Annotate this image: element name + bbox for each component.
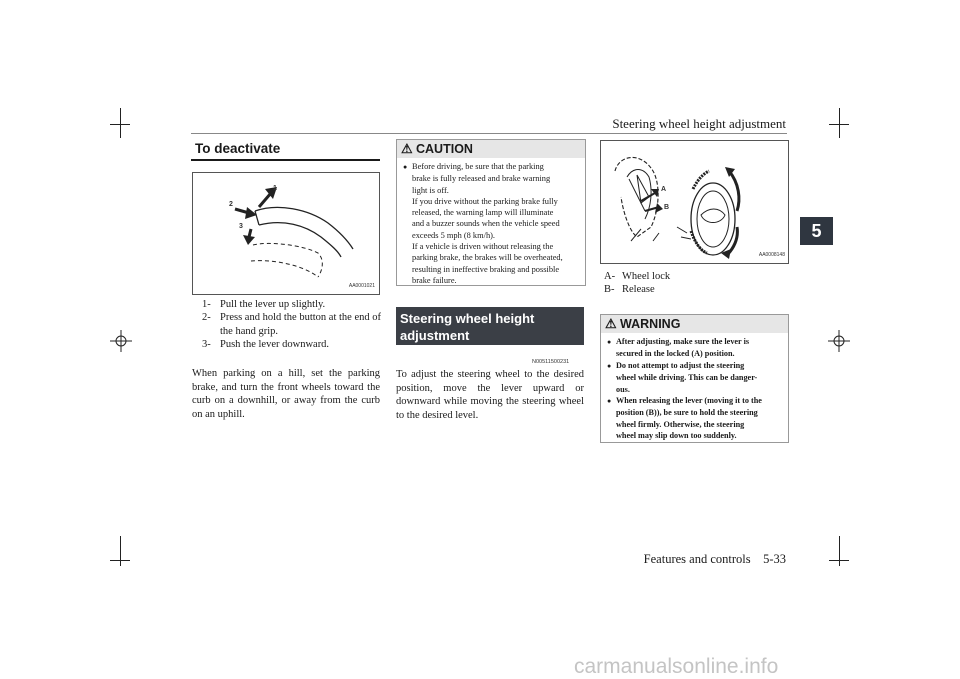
caution-title: CAUTION <box>416 142 473 156</box>
section-heading-text: To deactivate <box>195 141 281 156</box>
legend-item: A- Wheel lock <box>604 271 671 282</box>
watermark[interactable]: carmanualsonline.info <box>574 655 779 678</box>
figure-label-1: 1 <box>273 185 277 192</box>
warning-triangle-icon: ⚠ <box>605 316 617 331</box>
reference-code: N00511500231 <box>532 359 570 365</box>
crop-mark <box>829 560 849 561</box>
figure-label-b: B <box>664 204 670 211</box>
steering-wheel-lever-figure <box>600 140 789 264</box>
figure-label-3: 3 <box>239 223 243 230</box>
caution-line: If a vehicle is driven without releasing the <box>412 242 554 252</box>
parking-brake-lever-illustration <box>193 173 379 294</box>
figure-code: AA0001021 <box>348 283 375 289</box>
warning-box <box>600 314 789 443</box>
running-head: Steering wheel height adjustment <box>612 116 786 131</box>
step-item: the hand grip. <box>220 325 279 337</box>
warning-bullets <box>607 336 782 442</box>
crop-mark <box>110 124 130 125</box>
bullet-icon: ● <box>607 397 612 406</box>
adjust-paragraph: To adjust the steering wheel to the desired position, move the lever upward or downward while moving the steering wheel to the desired level. <box>396 369 584 421</box>
step-item: 2- Press and hold the button at the end of <box>202 312 381 324</box>
caution-bullets <box>403 161 579 286</box>
bullet-icon: ● <box>607 338 612 346</box>
caution-line: exceeds 5 mph (8 km/h). <box>412 230 496 240</box>
crop-mark <box>829 124 849 125</box>
figure-code: AA0008148 <box>758 252 785 258</box>
crop-mark <box>120 536 121 566</box>
warning-triangle-icon: ⚠ <box>401 141 413 156</box>
warning-bullet: ● After adjusting, make sure the lever is <box>607 336 782 348</box>
step-item: 1- Pull the lever up slightly. <box>202 299 326 310</box>
registration-mark-right <box>828 330 850 352</box>
crop-mark <box>839 536 840 566</box>
caution-line: parking brake, the brakes will be overheated, <box>412 253 563 263</box>
registration-mark-left <box>110 330 132 352</box>
caution-line: brake failure. <box>412 275 457 285</box>
warning-line: ous. <box>616 384 630 394</box>
caution-line: brake is fully released and brake warning <box>412 174 551 184</box>
caution-bullet: ● Before driving, be sure that the parking <box>403 161 579 173</box>
steering-wheel-lever-illustration <box>601 141 788 263</box>
legend-item: B- Release <box>604 284 655 296</box>
figure-legend <box>604 270 670 297</box>
warning-line: position (B)), be sure to hold the steering <box>616 408 758 418</box>
warning-line: secured in the locked (A) position. <box>616 349 735 359</box>
caution-box <box>396 139 586 286</box>
warning-title: WARNING <box>620 317 681 331</box>
crop-mark <box>110 560 130 561</box>
figure-label-a: A <box>661 186 667 193</box>
step-item: 3- Push the lever downward. <box>202 339 330 351</box>
bullet-icon: ● <box>607 361 612 370</box>
warning-bullet: ● Do not attempt to adjust the steering <box>607 360 782 372</box>
caution-title-bar <box>397 140 585 158</box>
parking-brake-lever-figure <box>192 172 380 295</box>
header-rule <box>191 133 787 134</box>
bullet-icon: ● <box>403 163 408 171</box>
chapter-tab[interactable]: 5 <box>800 217 833 245</box>
warning-title-bar <box>601 315 788 333</box>
deactivate-steps <box>202 298 382 352</box>
parking-hill-paragraph: When parking on a hill, set the parking brake, and turn the front wheels toward the curb on a downhill, or away from the curb on an uphill. <box>192 368 380 420</box>
section-heading-to-deactivate <box>191 137 380 161</box>
caution-line: resulting in ineffective braking and possible <box>412 264 560 274</box>
warning-bullet: ● When releasing the lever (moving it to the <box>607 395 782 407</box>
warning-line: wheel while driving. This can be danger- <box>616 373 758 383</box>
caution-line: light is off. <box>412 185 449 195</box>
warning-line: wheel firmly. Otherwise, the steering <box>616 419 745 429</box>
crop-mark <box>839 108 840 138</box>
page-footer: Features and controls 5-33 <box>643 552 786 566</box>
figure-label-2: 2 <box>229 201 233 208</box>
section-heading-text: Steering wheel height adjustment <box>400 311 535 343</box>
warning-line: wheel may slip down too suddenly. <box>616 431 737 441</box>
caution-line: and a buzzer sounds when the vehicle speed <box>412 219 560 229</box>
section-heading-steering-wheel <box>396 307 584 345</box>
caution-line: If you drive without the parking brake fully <box>412 196 558 206</box>
caution-line: released, the warning lamp will illuminate <box>412 208 554 218</box>
crop-mark <box>120 108 121 138</box>
